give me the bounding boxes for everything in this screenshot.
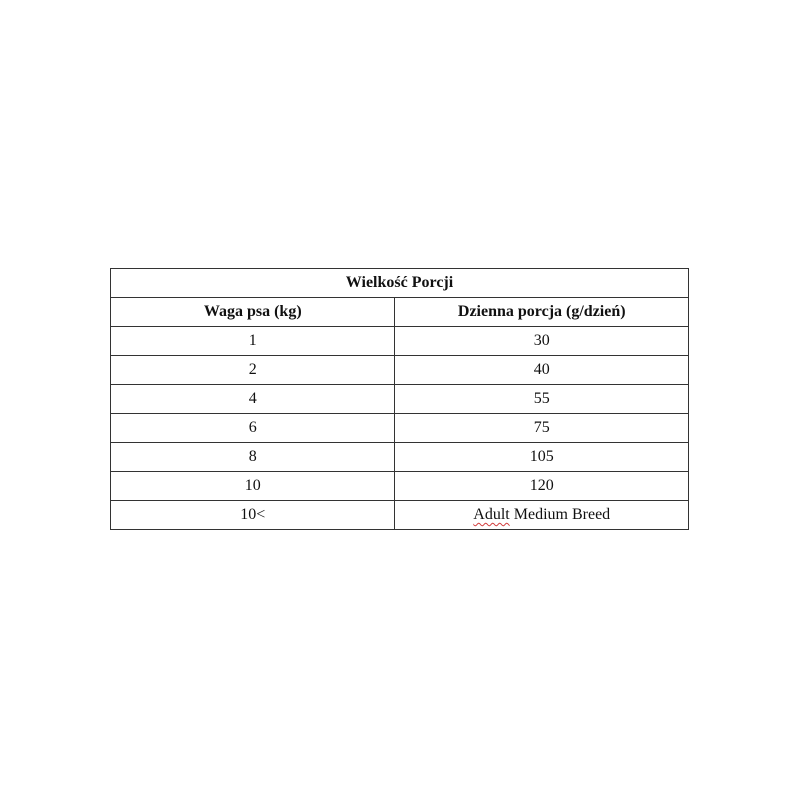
cell-portion: 40	[395, 356, 689, 385]
table-row	[111, 472, 689, 501]
table-row	[111, 356, 689, 385]
cell-portion: 30	[395, 327, 689, 356]
table-row	[111, 414, 689, 443]
cell-weight: 1	[111, 327, 395, 356]
table-title-row	[111, 269, 689, 298]
header-daily-portion: Dzienna porcja (g/dzień)	[395, 298, 689, 327]
cell-portion: 105	[395, 443, 689, 472]
table-title: Wielkość Porcji	[111, 269, 689, 298]
portion-word-adult: Adult	[473, 506, 510, 523]
cell-portion: 120	[395, 472, 689, 501]
cell-weight: 2	[111, 356, 395, 385]
cell-weight: 10<	[111, 501, 395, 530]
table-row-last	[111, 501, 689, 530]
cell-weight: 8	[111, 443, 395, 472]
cell-portion	[395, 501, 689, 530]
cell-weight: 10	[111, 472, 395, 501]
header-dog-weight: Waga psa (kg)	[111, 298, 395, 327]
portion-size-table	[110, 268, 689, 530]
cell-weight: 4	[111, 385, 395, 414]
cell-weight: 6	[111, 414, 395, 443]
table-row	[111, 443, 689, 472]
table-row	[111, 385, 689, 414]
table-row	[111, 327, 689, 356]
cell-portion: 55	[395, 385, 689, 414]
cell-portion: 75	[395, 414, 689, 443]
table-header-row	[111, 298, 689, 327]
portion-rest-text: Medium Breed	[509, 506, 611, 523]
